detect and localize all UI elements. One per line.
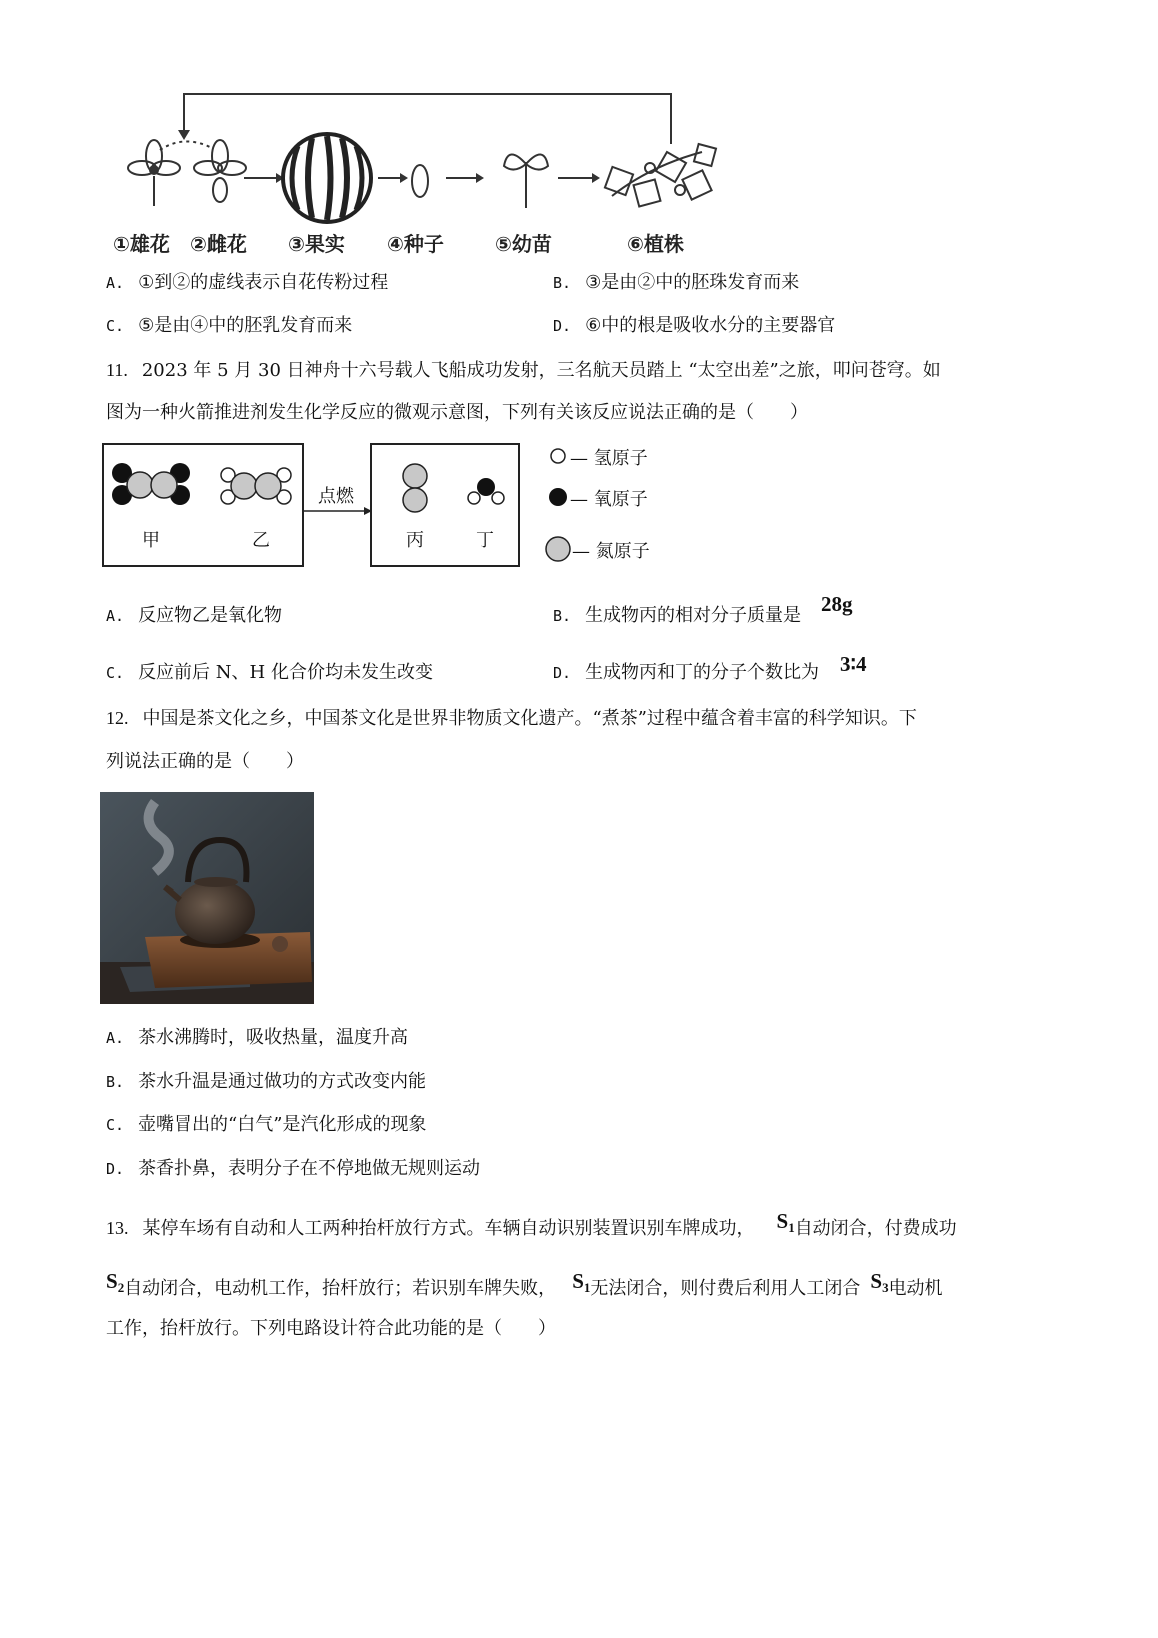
q12-option-a[interactable]: A. 茶水沸腾时，吸收热量，温度升高	[106, 1027, 409, 1048]
q10-option-b[interactable]: B. ③是由②中的胚珠发育而来	[553, 272, 800, 293]
legend-oxygen-icon	[547, 486, 569, 508]
label-fruit: ③果实	[288, 232, 345, 256]
teapot-photo	[100, 792, 314, 1004]
seed-icon	[412, 165, 428, 197]
legend-oxygen-label: — 氧原子	[570, 489, 648, 510]
question-number: 12.	[106, 708, 129, 728]
molecule-jia	[112, 463, 190, 505]
mature-plant-icon	[605, 144, 716, 206]
molecule-yi	[221, 468, 291, 504]
q12-stem-line2: 列说法正确的是（ ）	[106, 751, 304, 772]
watermelon-fruit-icon	[283, 134, 371, 222]
molecule-bing	[403, 464, 427, 512]
legend-nitrogen-icon	[544, 535, 572, 563]
label-seedling: ⑤幼苗	[495, 232, 552, 256]
reactant-label-jia: 甲	[142, 530, 160, 551]
question-number: 13.	[106, 1218, 129, 1238]
q11-option-c[interactable]: C. 反应前后 N、H 化合价均未发生改变	[106, 662, 433, 683]
q12-stem-line1: 12. 中国是茶文化之乡，中国茶文化是世界非物质文化遗产。“煮茶”过程中蕴含着丰富的科学知识。下	[106, 708, 917, 729]
switch-s2: $S_2$	[106, 1269, 125, 1295]
legend-hydrogen-label: — 氢原子	[570, 448, 648, 469]
switch-s1: $S_1$	[776, 1209, 795, 1235]
q11-option-b[interactable]: B. 生成物丙的相对分子质量是	[553, 605, 802, 626]
switch-s1-again: $S_1$	[572, 1269, 591, 1295]
switch-s3: $S_3$	[870, 1269, 889, 1295]
product-label-bing: 丙	[406, 530, 424, 551]
reaction-micro-diagram	[102, 443, 532, 569]
product-label-ding: 丁	[476, 530, 494, 551]
label-female-flower: ②雌花	[190, 232, 247, 256]
q12-option-b[interactable]: B. 茶水升温是通过做功的方式改变内能	[106, 1071, 427, 1092]
label-seed: ④种子	[387, 232, 444, 256]
male-flower-icon	[128, 140, 180, 206]
q11-option-a[interactable]: A. 反应物乙是氧化物	[106, 605, 283, 626]
plant-lifecycle-diagram	[120, 86, 730, 246]
q10-option-c[interactable]: C. ⑤是由④中的胚乳发育而来	[106, 315, 353, 336]
q11-option-d-value: 3∶4	[840, 652, 867, 676]
q13-stem-line2: $S_2$自动闭合，电动机工作，抬杆放行；若识别车牌失败， $S_1$无法闭合，则付费后利用人工闭合 $S_3$电动机	[106, 1269, 943, 1299]
q11-option-b-value: 28g	[821, 592, 853, 616]
q12-option-d[interactable]: D. 茶香扑鼻，表明分子在不停地做无规则运动	[106, 1158, 481, 1179]
legend-nitrogen-label: — 氮原子	[572, 541, 650, 562]
female-flower-icon	[194, 140, 246, 202]
label-male-flower: ①雄花	[113, 232, 170, 256]
legend-hydrogen-icon	[548, 446, 568, 466]
q13-stem-line1: 13. 某停车场有自动和人工两种抬杆放行方式。车辆自动识别装置识别车牌成功， $S_1$自动闭合，付费成功	[106, 1209, 957, 1239]
q11-stem-line1: 11. 2023 年 5 月 30 日神舟十六号载人飞船成功发射，三名航天员踏上 “太空出差”之旅，叩问苍穹。如	[106, 360, 941, 381]
molecule-ding	[468, 478, 504, 504]
q13-stem-line3: 工作，抬杆放行。下列电路设计符合此功能的是（ ）	[106, 1318, 556, 1339]
q10-option-d[interactable]: D. ⑥中的根是吸收水分的主要器官	[553, 315, 836, 336]
q11-option-d[interactable]: D. 生成物丙和丁的分子个数比为	[553, 662, 820, 683]
reactant-label-yi: 乙	[252, 530, 270, 551]
q12-option-c[interactable]: C. 壶嘴冒出的“白气”是汽化形成的现象	[106, 1114, 427, 1135]
reaction-condition: 点燃	[318, 486, 354, 507]
label-plant: ⑥植株	[627, 232, 684, 256]
question-number: 11.	[106, 360, 128, 380]
q11-stem-line2: 图为一种火箭推进剂发生化学反应的微观示意图，下列有关该反应说法正确的是（ ）	[106, 402, 808, 423]
q10-option-a[interactable]: A. ①到②的虚线表示自花传粉过程	[106, 272, 389, 293]
seedling-icon	[504, 154, 548, 208]
